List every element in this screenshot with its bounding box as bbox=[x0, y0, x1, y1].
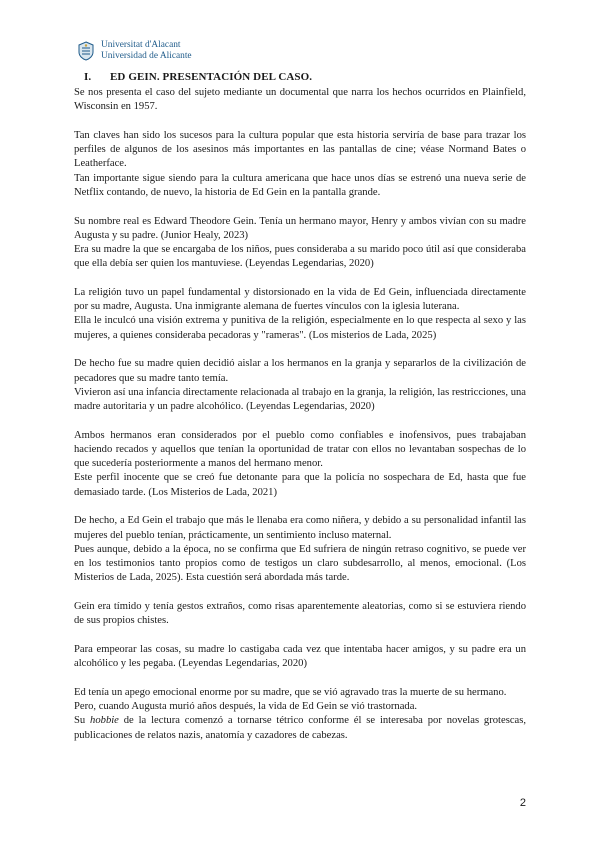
section-heading bbox=[84, 71, 312, 83]
paragraph-line: Su nombre real es Edward Theodore Gein. Tenía un hermano mayor, Henry y ambos vivían con su madre Augusta y su padre. (Junior Healy, 2023) bbox=[74, 215, 526, 241]
paragraph bbox=[74, 357, 526, 414]
paragraph bbox=[74, 215, 526, 272]
paragraph-line: Tan claves han sido los sucesos para la cultura popular que esta historia serviría de base para trazar los perfiles de algunos de los asesinos más importantes en las pantallas de cine; véase Normand Bates o Leatherface. bbox=[74, 130, 526, 170]
paragraph bbox=[74, 600, 526, 628]
paragraph-line: De hecho fue su madre quien decidió aislar a los hermanos en la granja y separarlos de la civilización de pecadores que su madre tanto temía. bbox=[74, 358, 526, 384]
paragraph bbox=[74, 129, 526, 200]
paragraph bbox=[74, 286, 526, 343]
hobbie-after: de la lectura comenzó a tornarse tétrico conforme él se interesaba por novelas grotescas, publicaciones de relatos nazis, anatomía y cazadores de cabezas. bbox=[74, 715, 526, 741]
paragraph-line: Pero, cuando Augusta murió años después, la vida de Ed Gein se vió trastornada. bbox=[74, 701, 418, 713]
section-number: I. bbox=[84, 71, 92, 83]
paragraph-line: Era su madre la que se encargaba de los niños, pues consideraba a su marido poco útil así que consideraba que ella debía ser quien los mantuviese. (Leyendas Legendarias, 2020) bbox=[74, 244, 526, 270]
paragraph-line: Tan importante sigue siendo para la cultura americana que hace unos días se estrenó una nueva serie de Netflix contando, de nuevo, la historia de Ed Gein en la pantalla grande. bbox=[74, 172, 526, 198]
paragraph bbox=[74, 86, 526, 114]
logo-line-1: Universitat d'Alacant bbox=[101, 40, 181, 50]
university-emblem-icon bbox=[76, 41, 96, 61]
section-title: ED GEIN. PRESENTACIÓN DEL CASO. bbox=[110, 71, 313, 83]
hobbie-before: Su bbox=[74, 715, 91, 727]
paragraph bbox=[74, 514, 526, 585]
paragraph-line: Vivieron así una infancia directamente relacionada al trabajo en la granja, la religión, las restricciones, una madre autoritaria y un padre alcohólico. (Leyendas Legendarias, 2020) bbox=[74, 386, 526, 413]
paragraph-line: Ella le inculcó una visión extrema y punitiva de la religión, especialmente en lo que respecta al sexo y las mujeres, a quienes consideraba pecadoras y "rameras". (Los misterios de Lada, 2025) bbox=[74, 315, 526, 341]
paragraph-line: Se nos presenta el caso del sujeto mediante un documental que narra los hechos ocurridos en Plainfield, Wisconsin en 1957. bbox=[74, 87, 526, 113]
paragraph-line: La religión tuvo un papel fundamental y distorsionado en la vida de Ed Gein, influenciada directamente por su madre, Augusta. Una inmigrante alemana de fuertes vínculos con la iglesia luterana. bbox=[74, 287, 526, 313]
paragraph-line: De hecho, a Ed Gein el trabajo que más le llenaba era como niñera, y debido a su personalidad infantil las mujeres del pueblo tenían, prácticamente, un sentimiento incluso maternal. bbox=[74, 515, 526, 541]
university-logo bbox=[76, 40, 192, 61]
paragraph-line: Ambos hermanos eran considerados por el pueblo como confiables e inofensivos, pues trabajaban haciendo recados y aquellos que tenían la oportunidad de tratar con ellos no levantaban sospechas de lo que sucedería posteriormente a manos del hermano menor. bbox=[74, 429, 526, 470]
paragraph bbox=[74, 643, 526, 671]
paragraph-line: Ed tenía un apego emocional enorme por su madre, que se vió agravado tras la muerte de su hermano. bbox=[74, 687, 507, 699]
hobbie-italic-word: hobbie bbox=[90, 715, 119, 727]
paragraph-line-hobbie bbox=[74, 714, 526, 742]
paragraph-line: Gein era tímido y tenía gestos extraños, como risas aparentemente aleatorias, como si se estuviera riendo de sus propios chistes. bbox=[74, 601, 526, 627]
paragraph-line: Este perfil inocente que se creó fue detonante para que la policía no sospechara de Ed, hasta que fue demasiado tarde. (Los Misterios de Lada, 2021) bbox=[74, 472, 526, 498]
paragraph-line: Para empeorar las cosas, su madre lo castigaba cada vez que intentaba hacer amigos, y su padre era un alcohólico y les pegaba. (Leyendas Legendarias, 2020) bbox=[74, 644, 526, 670]
paragraph-line: Pues aunque, debido a la época, no se confirma que Ed sufriera de ningún retraso cognitivo, se puede ver en los testimonios tanto propios como de testigos un claro subdesarrollo, al menos, emocional. (Los Misterios de Lada, 2025). Esta cuestión será abordada más tarde. bbox=[74, 543, 526, 584]
logo-line-2: Universidad de Alicante bbox=[101, 50, 192, 61]
document-body bbox=[74, 86, 526, 757]
paragraph bbox=[74, 429, 526, 500]
page-number: 2 bbox=[519, 797, 526, 809]
paragraph bbox=[74, 686, 526, 743]
